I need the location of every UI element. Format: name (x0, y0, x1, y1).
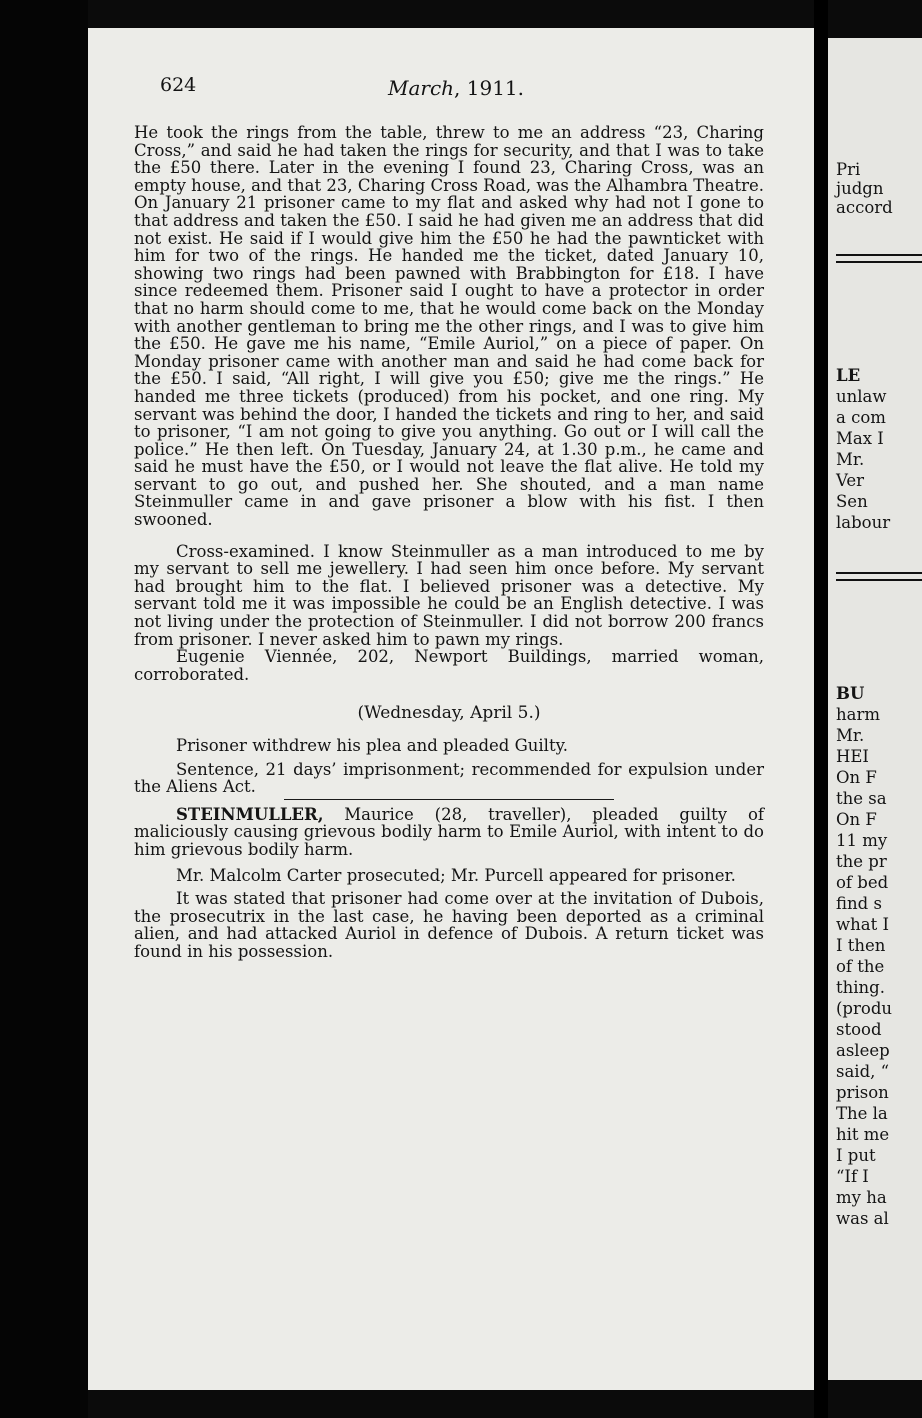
facing-line: said, “ (836, 1062, 890, 1081)
facing-line: (produ (836, 999, 893, 1018)
facing-line: “If I (836, 1167, 869, 1186)
facing-line: Max I (836, 429, 884, 448)
facing-line: I then (836, 936, 886, 955)
running-title-month: March (388, 76, 455, 100)
facing-line: judgn (836, 179, 884, 198)
facing-line: a com (836, 408, 886, 427)
facing-line: HEI (836, 747, 869, 766)
facing-line: find s (836, 894, 882, 913)
facing-line: my ha (836, 1188, 887, 1207)
facing-line: harm (836, 705, 880, 724)
book-page (88, 28, 814, 1390)
case-charge: Maurice (28, traveller), pleaded guilty of maliciously causing grievous bodily harm to Emile Auriol, with intent to do him grievous bodily harm. (134, 804, 764, 859)
running-title (388, 76, 524, 100)
facing-line: thing. (836, 978, 885, 997)
facing-line: labour (836, 513, 891, 532)
facing-line: of the (836, 957, 885, 976)
facing-line: The la (836, 1104, 888, 1123)
facing-divider (836, 254, 922, 263)
sentence-paragraph: Sentence, 21 days’ imprisonment; recommended for expulsion under the Aliens Act. (134, 759, 764, 797)
defendant-name: STEINMULLER, (176, 804, 324, 824)
facing-line: prison (836, 1083, 889, 1102)
running-title-year: , 1911. (454, 76, 525, 100)
statement-paragraph: It was stated that prisoner had come over at the invitation of Dubois, the prosecutrix in the last case, he having been deported as a criminal alien, and had attacked Auriol in defence of Dubois. A return ticket was found in his possession. (134, 889, 764, 961)
testimony-paragraph: He took the rings from the table, threw to me an address “23, Charing Cross,” and said he had taken the rings for security, and that I was to take the £50 there. Later in the evening I found 23, Charing Cross, was an empty house, and that 23, Charing Cross Road, was the Alhambra Theatre. On January 21 prisoner came to my flat and asked why had not I gone to that address and taken the £50. I said he had given me an address that did not exist. He said if I would give him the £50 he had the pawnticket with him for two of the rings. He handed me the ticket, dated January 10, showing two rings had been pawned with Brabbington for £18. I have since redeemed them. Prisoner said I ought to have a protector in order that no harm should come to me, that he would come back on the Monday with another gentleman to bring me the other rings, and I was to give him the £50. He gave me his name, “Emile Auriol,” on a piece of paper. On Monday prisoner came with another man and said he had come back for the £50. I said, “All right, I will give you £50; give me the rings.” He handed me three tickets (produced) from his pocket, and one ring. My servant was behind the door, I handed the tickets and ring to her, and said to prisoner, “I am not going to give you anything. Go out or I will call the police.” He then left. On Tuesday, January 24, at 1.30 p.m., he came and said he must have the £50, or I would not leave the flat alive. He told my servant to go out, and pushed her. She shouted, and a man name Steinmuller came in and gave prisoner a blow with his fist. I then swooned. (134, 123, 764, 530)
facing-line: what I (836, 915, 889, 934)
facing-line: the sa (836, 789, 887, 808)
facing-line: On F (836, 810, 877, 829)
facing-line: I put (836, 1146, 876, 1165)
date-heading: (Wednesday, April 5.) (357, 703, 541, 724)
facing-line: was al (836, 1209, 889, 1228)
facing-divider (836, 572, 922, 581)
facing-line: accord (836, 198, 893, 217)
counsel-paragraph: Mr. Malcolm Carter prosecuted; Mr. Purcell appeared for prisoner. (176, 865, 736, 885)
book-gutter (814, 0, 828, 1418)
facing-line: Pri (836, 160, 861, 179)
page-header (88, 72, 814, 112)
facing-line: stood (836, 1020, 882, 1039)
facing-line: asleep (836, 1041, 890, 1060)
facing-line: On F (836, 768, 877, 787)
facing-line: 11 my (836, 831, 888, 850)
facing-line: LE (836, 366, 861, 385)
plea-paragraph: Prisoner withdrew his plea and pleaded Guilty. (176, 736, 568, 755)
facing-line: the pr (836, 852, 887, 871)
facing-line: Ver (836, 471, 865, 490)
facing-line: of bed (836, 873, 889, 892)
facing-line: unlaw (836, 387, 887, 406)
facing-line: Mr. (836, 450, 865, 469)
book-edge-left (0, 0, 88, 1418)
facing-line: Sen (836, 492, 868, 511)
cross-examination-paragraph: Cross-examined. I know Steinmuller as a man introduced to me by my servant to sell me jewellery. I had seen him once before. My servant had brought him to the flat. I believed prisoner was a detective. My servant told me it was impossible he could be an English detective. I was not living under the protection of Steinmuller. I did not borrow 200 francs from prisoner. I never asked him to pawn my rings. (134, 541, 764, 649)
facing-line: hit me (836, 1125, 890, 1144)
facing-page (828, 38, 922, 1380)
page-number: 624 (160, 74, 197, 96)
facing-line: BU (836, 684, 865, 703)
section-divider (284, 799, 614, 800)
page-body (134, 124, 764, 961)
case-heading-paragraph (134, 806, 764, 859)
corroboration-paragraph: Eugenie Viennée, 202, Newport Buildings, married woman, corroborated. (134, 647, 764, 684)
facing-line: Mr. (836, 726, 865, 745)
